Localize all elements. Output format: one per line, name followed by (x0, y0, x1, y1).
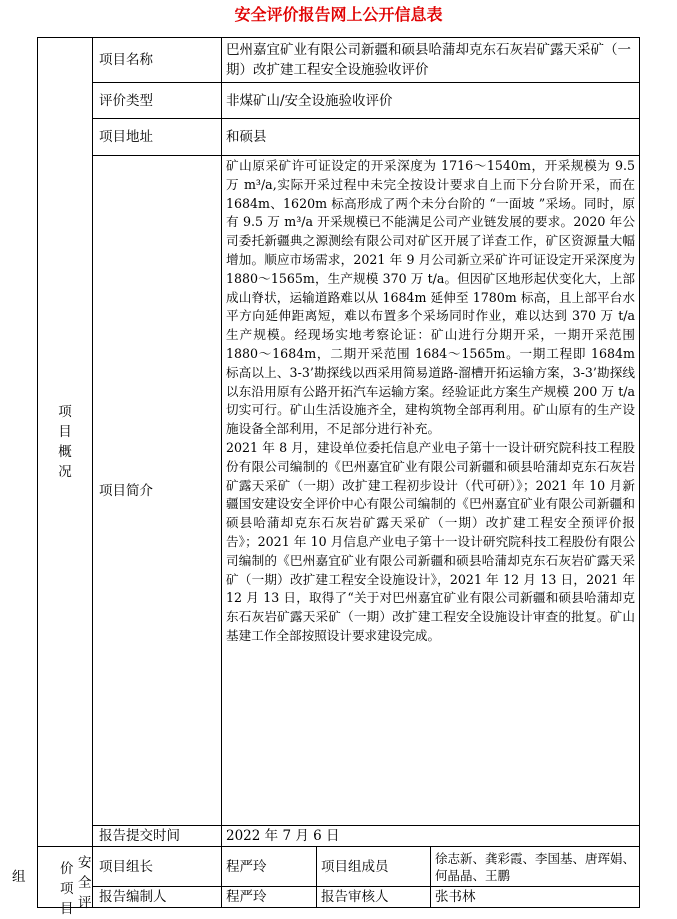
team-members-value: 徐志新、龚彩霞、李国基、唐珲娟、何晶晶、王鹏 (431, 847, 640, 887)
address-label: 项目地址 (93, 119, 222, 156)
submit-time-label: 报告提交时间 (93, 826, 222, 847)
row-eval-type (38, 83, 640, 119)
team-label-mid: 价项目 (60, 861, 74, 917)
row-team-leader (38, 847, 640, 887)
reviewer-value: 张书林 (431, 887, 640, 908)
team-section-label (12, 847, 93, 917)
author-value: 程严玲 (222, 887, 317, 908)
page-title: 安全评价报告网上公开信息表 (234, 5, 443, 24)
info-table (12, 37, 640, 917)
row-address (38, 119, 640, 156)
project-name-value: 巴州嘉宜矿业有限公司新疆和硕县哈蒲却克东石灰岩矿露天采矿（一期）改扩建工程安全设施验收评价 (222, 38, 640, 83)
team-leader-value: 程严玲 (222, 847, 317, 887)
summary-paragraph-1: 矿山原采矿许可证设定的开采深度为 1716～1540m，开采规模为 9.5 万 m³/a,实际开采过程中未完全按设计要求自上而下分台阶开采，而在 1684m、1620m 标高形成了两个未分台阶的 “一面坡 ”采场。同时，原有 9.5 万 m³/a 开采规模已不能满足公司产业链发展的要求。2020 年公司委托新疆典之源测绘有限公司对矿区开展了详查工作，矿区资源量大幅增加。顺应市场需求，2021 年 9 月公司新立采矿许可证设定开采深度为 1880～1565m，生产规模 370 万 t/a。但因矿区地形起伏变化大，上部成山脊状，运输道路难以从 1684m 延伸至 1780m 标高，且上部平台水平方向延伸距离短，难以布置多个采场同时作业，难以达到 370 万 t/a 生产规模。经现场实地考察论证：矿山进行分期开采，一期开采范围 1880～1684m，二期开采范围 1684～1565m。一期工程即 1684m 标高以上、3-3’勘探线以西采用简易道路-溜槽开拓运输方案，3-3’勘探线以东沿用原有公路开拓汽车运输方案。经验证此方案生产规模 200 万 t/a 切实可行。矿山生活设施齐全，建构筑物全部再利用。矿山原有的生产设施设备全部利用，不足部分进行补充。 (226, 158, 635, 437)
eval-type-label: 评价类型 (93, 83, 222, 119)
project-name-label: 项目名称 (93, 38, 222, 83)
overview-section-label: 项目概况 (38, 38, 93, 847)
team-members-label: 项目组成员 (317, 847, 431, 887)
row-project-name (38, 38, 640, 83)
submit-time-value: 2022 年 7 月 6 日 (222, 826, 640, 847)
summary-text (222, 156, 640, 826)
reviewer-label: 报告审核人 (317, 887, 431, 908)
row-submit-time (38, 826, 640, 847)
team-label-right: 安全评 (78, 855, 92, 911)
address-value: 和硕县 (222, 119, 640, 156)
eval-type-value: 非煤矿山/安全设施验收评价 (222, 83, 640, 119)
summary-label: 项目简介 (93, 156, 222, 826)
team-leader-label: 项目组长 (93, 847, 222, 887)
team-label-left: 组 (12, 869, 26, 885)
summary-paragraph-2: 2021 年 8 月，建设单位委托信息产业电子第十一设计研究院科技工程股份有限公司编制的《巴州嘉宜矿业有限公司新疆和硕县哈蒲却克东石灰岩矿露天采矿（一期）改扩建工程初步设计（代可研）》；2021 年 10 月新疆国安建设安全评价中心有限公司编制的《巴州嘉宜矿业有限公司新疆和硕县哈蒲却克东石灰岩矿露天采矿（一期）改扩建工程安全预评价报告》；2021 年 10 月信息产业电子第十一设计研究院科技工程股份有限公司编制的《巴州嘉宜矿业有限公司新疆和硕县哈蒲却克东石灰岩矿露天采矿（一期）改扩建工程安全设施设计》，2021 年 12 月 13 日，2021 年 12 月 13 日，取得了“关于对巴州嘉宜矿业有限公司新疆和硕县哈蒲却克东石灰岩矿露天采矿（一期）改扩建工程安全设施设计审查的批复。矿山基建工作全部按照设计要求建设完成。 (226, 439, 635, 643)
row-summary (38, 156, 640, 826)
row-author (38, 887, 640, 908)
author-label: 报告编制人 (93, 887, 222, 908)
